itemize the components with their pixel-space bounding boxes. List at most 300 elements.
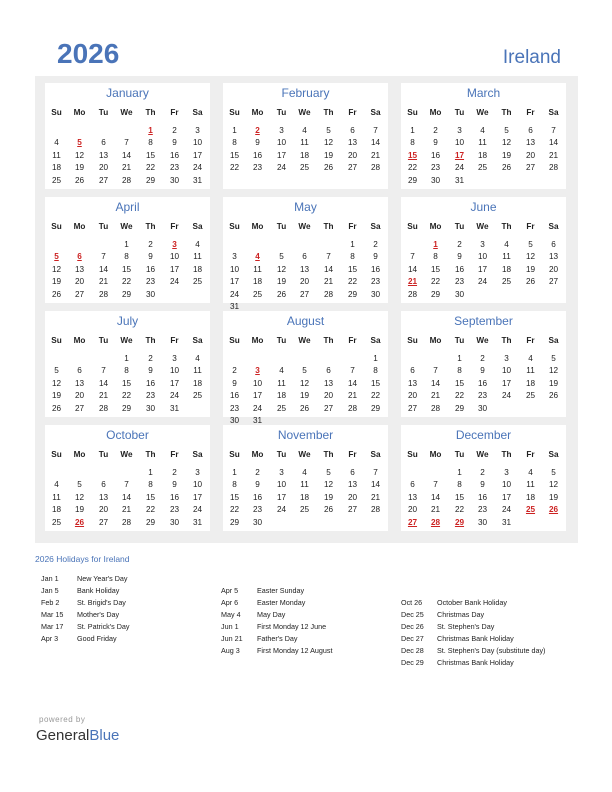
day-cell: 29 (347, 289, 358, 299)
day-cell: 19 (276, 277, 287, 287)
day-cell: 7 (373, 126, 378, 135)
day-cell: 4 (480, 126, 485, 135)
day-cell: 19 (299, 391, 310, 401)
day-cell: 13 (407, 492, 418, 502)
day-cell: 21 (370, 150, 381, 160)
day-cell: 24 (501, 505, 512, 515)
day-cell: 6 (101, 138, 106, 148)
holiday-name: Father's Day (257, 634, 298, 643)
holiday-date: May 4 (221, 610, 241, 619)
day-cell: 23 (145, 277, 156, 287)
day-cell: 5 (551, 354, 556, 363)
weekday-header: Sa (548, 222, 559, 231)
holiday-date: Apr 3 (41, 634, 59, 643)
day-cell: 20 (98, 505, 109, 515)
day-cell: 14 (121, 150, 132, 160)
weekday-header: Sa (192, 450, 203, 459)
day-cell: 30 (252, 517, 263, 527)
day-cell: 30 (145, 403, 156, 413)
day-cell: 13 (98, 150, 109, 160)
day-cell: 13 (323, 378, 334, 388)
day-cell: 4 (54, 138, 59, 148)
day-cell: 17 (252, 391, 263, 401)
day-cell: 14 (370, 480, 381, 490)
month-name: July (116, 314, 139, 328)
holiday-row (401, 610, 581, 620)
day-cell: 4 (279, 366, 284, 376)
weekday-header: Mo (251, 222, 264, 231)
day-cell: 25 (477, 163, 488, 173)
holiday-date: Mar 15 (41, 610, 64, 619)
day-cell: 27 (548, 277, 559, 287)
weekday-header: Su (229, 336, 240, 345)
day-cell: 19 (51, 277, 62, 287)
day-cell: 15 (229, 492, 240, 502)
day-cell: 15 (229, 150, 240, 160)
day-cell: 10 (169, 366, 180, 376)
day-cell: 22 (145, 163, 156, 173)
day-cell: 14 (347, 378, 358, 388)
day-cell: 4 (54, 480, 59, 490)
day-cell: 20 (347, 492, 358, 502)
day-cell: 22 (454, 505, 465, 515)
holiday-name: Bank Holiday (77, 586, 120, 595)
day-cell: 20 (407, 391, 418, 401)
day-cell: 18 (276, 391, 287, 401)
day-cell: 17 (276, 150, 287, 160)
day-cell: 25 (299, 505, 310, 515)
day-cell: 21 (98, 277, 109, 287)
weekday-header: Th (323, 108, 334, 117)
day-cell: 24 (252, 403, 263, 413)
day-cell: 12 (51, 378, 62, 388)
day-cell: 23 (477, 505, 488, 515)
day-cell: 7 (101, 366, 106, 376)
day-cell: 8 (373, 366, 378, 376)
day-cell: 18 (501, 264, 512, 274)
day-cell: 26 (323, 163, 334, 173)
weekday-header: Mo (251, 336, 264, 345)
day-cell: 16 (145, 378, 156, 388)
day-cell: 3 (504, 468, 509, 477)
day-cell: 29 (145, 517, 156, 527)
day-cell: 13 (74, 264, 85, 274)
holidays-title: 2026 Holidays for Ireland (35, 554, 130, 564)
day-cell: 5 (326, 468, 331, 477)
day-cell: 21 (323, 277, 334, 287)
day-cell: 28 (98, 289, 109, 299)
day-cell: 14 (121, 492, 132, 502)
day-cell: 15 (454, 492, 465, 502)
weekday-header: Tu (98, 336, 109, 345)
day-cell: 28 (323, 289, 334, 299)
holiday-row (41, 586, 221, 596)
day-cell: 7 (433, 366, 438, 376)
day-cell: 21 (548, 150, 559, 160)
holiday-day-cell: 21 (407, 277, 418, 287)
month-name: January (106, 86, 149, 100)
day-cell: 17 (169, 264, 180, 274)
weekday-header: Fr (526, 222, 535, 231)
weekday-header: Fr (526, 450, 535, 459)
day-cell: 10 (454, 138, 465, 148)
weekday-header: Sa (192, 336, 203, 345)
holiday-day-cell: 26 (548, 505, 559, 515)
day-cell: 26 (501, 163, 512, 173)
day-cell: 9 (480, 366, 485, 376)
month-name: September (454, 314, 513, 328)
day-cell: 2 (148, 354, 153, 363)
day-cell: 12 (548, 480, 559, 490)
month-january (45, 83, 210, 189)
weekday-header: We (120, 336, 133, 345)
day-cell: 16 (229, 391, 240, 401)
year-title: 2026 (57, 38, 120, 69)
weekday-header: Mo (251, 108, 264, 117)
day-cell: 24 (192, 163, 203, 173)
day-cell: 19 (548, 378, 559, 388)
day-cell: 1 (232, 126, 237, 135)
day-cell: 18 (51, 505, 62, 515)
holiday-row (41, 598, 221, 608)
holiday-day-cell: 3 (172, 240, 177, 249)
day-cell: 29 (430, 289, 441, 299)
weekday-header: Sa (192, 222, 203, 231)
holiday-day-cell: 2 (255, 126, 260, 135)
day-cell: 1 (148, 468, 153, 477)
day-cell: 6 (77, 366, 82, 376)
day-cell: 12 (525, 252, 536, 262)
day-cell: 24 (192, 505, 203, 515)
day-cell: 24 (229, 289, 240, 299)
day-cell: 2 (255, 468, 260, 477)
holiday-name: St. Stephen's Day (437, 622, 495, 631)
weekday-header: Su (229, 108, 240, 117)
day-cell: 10 (501, 480, 512, 490)
day-cell: 7 (373, 468, 378, 477)
day-cell: 8 (457, 480, 462, 490)
powered-by-label: powered by (39, 715, 86, 724)
holiday-name: Mother's Day (77, 610, 120, 619)
day-cell: 27 (525, 163, 536, 173)
holiday-day-cell: 26 (74, 517, 85, 527)
day-cell: 24 (169, 277, 180, 287)
weekday-header: We (120, 108, 133, 117)
day-cell: 22 (347, 277, 358, 287)
day-cell: 18 (525, 378, 536, 388)
day-cell: 22 (229, 163, 240, 173)
weekday-header: Su (407, 336, 418, 345)
weekday-header: Tu (454, 450, 465, 459)
day-cell: 14 (98, 264, 109, 274)
month-october (45, 425, 210, 531)
day-cell: 15 (145, 150, 156, 160)
weekday-header: Su (407, 222, 418, 231)
weekday-header: Th (323, 222, 334, 231)
weekday-header: We (476, 108, 489, 117)
weekday-header: Th (501, 108, 512, 117)
day-cell: 24 (501, 391, 512, 401)
day-cell: 6 (302, 252, 307, 262)
holiday-date: Apr 6 (221, 598, 239, 607)
day-cell: 13 (548, 252, 559, 262)
day-cell: 25 (501, 277, 512, 287)
weekday-header: Tu (276, 222, 287, 231)
holiday-date: Dec 27 (401, 634, 424, 643)
weekday-header: Fr (170, 108, 179, 117)
day-cell: 3 (480, 240, 485, 249)
day-cell: 18 (51, 163, 62, 173)
holiday-row (41, 634, 221, 644)
weekday-header: We (120, 450, 133, 459)
day-cell: 28 (370, 163, 381, 173)
day-cell: 17 (276, 492, 287, 502)
day-cell: 2 (232, 366, 237, 376)
month-may (223, 197, 388, 311)
day-cell: 22 (121, 391, 132, 401)
day-cell: 26 (299, 403, 310, 413)
day-cell: 12 (74, 150, 85, 160)
day-cell: 27 (74, 403, 85, 413)
day-cell: 6 (101, 480, 106, 490)
day-cell: 3 (279, 126, 284, 135)
month-name: December (455, 428, 512, 442)
day-cell: 20 (74, 391, 85, 401)
day-cell: 11 (193, 366, 202, 376)
day-cell: 15 (347, 264, 358, 274)
day-cell: 4 (195, 240, 200, 249)
month-march (401, 83, 566, 189)
weekday-header: Mo (251, 450, 264, 459)
weekday-header: Sa (370, 450, 381, 459)
weekday-header: We (298, 450, 311, 459)
brand-part-2: Blue (89, 727, 120, 744)
day-cell: 9 (172, 138, 177, 148)
day-cell: 12 (323, 138, 334, 148)
day-cell: 8 (148, 480, 153, 490)
day-cell: 12 (74, 492, 85, 502)
day-cell: 31 (192, 517, 203, 527)
day-cell: 11 (502, 252, 511, 262)
day-cell: 24 (454, 163, 465, 173)
weekday-header: We (298, 336, 311, 345)
day-cell: 8 (350, 252, 355, 262)
holiday-date: Aug 3 (221, 646, 240, 655)
day-cell: 21 (430, 505, 441, 515)
day-cell: 5 (279, 252, 284, 262)
day-cell: 23 (430, 163, 441, 173)
day-cell: 27 (98, 517, 109, 527)
day-cell: 28 (407, 289, 418, 299)
day-cell: 20 (407, 505, 418, 515)
holiday-day-cell: 1 (433, 240, 438, 249)
day-cell: 17 (169, 378, 180, 388)
day-cell: 3 (172, 354, 177, 363)
day-cell: 11 (277, 378, 286, 388)
day-cell: 23 (370, 277, 381, 287)
day-cell: 28 (370, 505, 381, 515)
day-cell: 7 (101, 252, 106, 262)
day-cell: 4 (528, 354, 533, 363)
holiday-day-cell: 6 (77, 252, 82, 262)
day-cell: 10 (276, 138, 287, 148)
weekday-header: Th (145, 108, 156, 117)
day-cell: 25 (525, 391, 536, 401)
holiday-name: Easter Sunday (257, 586, 305, 595)
day-cell: 8 (232, 480, 237, 490)
day-cell: 21 (121, 505, 132, 515)
weekday-header: We (476, 336, 489, 345)
holiday-name: New Year's Day (77, 574, 128, 583)
day-cell: 29 (121, 403, 132, 413)
day-cell: 2 (148, 240, 153, 249)
holiday-name: Christmas Bank Holiday (437, 658, 514, 667)
month-name: February (281, 86, 330, 100)
brand-logo (36, 727, 119, 744)
day-cell: 16 (145, 264, 156, 274)
holiday-day-cell: 5 (54, 252, 59, 262)
day-cell: 11 (526, 480, 535, 490)
day-cell: 19 (501, 150, 512, 160)
day-cell: 27 (323, 403, 334, 413)
holiday-row (401, 646, 581, 656)
holiday-row (401, 634, 581, 644)
day-cell: 19 (323, 150, 334, 160)
day-cell: 27 (347, 505, 358, 515)
day-cell: 9 (457, 252, 462, 262)
day-cell: 9 (373, 252, 378, 262)
day-cell: 1 (410, 126, 415, 135)
day-cell: 25 (192, 391, 203, 401)
holiday-row (41, 574, 221, 584)
day-cell: 13 (299, 264, 310, 274)
holiday-day-cell: 15 (407, 150, 418, 160)
month-name: May (294, 200, 317, 214)
month-august (223, 311, 388, 425)
holiday-day-cell: 28 (430, 517, 441, 527)
day-cell: 24 (276, 163, 287, 173)
weekday-header: Tu (98, 222, 109, 231)
day-cell: 26 (74, 175, 85, 185)
day-cell: 15 (121, 264, 132, 274)
day-cell: 12 (501, 138, 512, 148)
holiday-day-cell: 25 (525, 505, 536, 515)
day-cell: 23 (477, 391, 488, 401)
day-cell: 25 (299, 163, 310, 173)
day-cell: 13 (347, 138, 358, 148)
holiday-day-cell: 5 (77, 138, 82, 148)
day-cell: 6 (326, 366, 331, 376)
day-cell: 28 (121, 175, 132, 185)
day-cell: 12 (548, 366, 559, 376)
day-cell: 22 (454, 391, 465, 401)
day-cell: 6 (350, 468, 355, 477)
day-cell: 16 (477, 378, 488, 388)
day-cell: 25 (51, 517, 62, 527)
day-cell: 9 (255, 138, 260, 148)
holiday-date: Apr 5 (221, 586, 239, 595)
weekday-header: Tu (276, 108, 287, 117)
day-cell: 19 (51, 391, 62, 401)
day-cell: 30 (145, 289, 156, 299)
day-cell: 12 (51, 264, 62, 274)
day-cell: 23 (454, 277, 465, 287)
month-name: June (470, 200, 497, 214)
month-april (45, 197, 210, 303)
weekday-header: Tu (454, 336, 465, 345)
day-cell: 30 (370, 289, 381, 299)
day-cell: 15 (430, 264, 441, 274)
day-cell: 30 (169, 517, 180, 527)
weekday-header: Tu (454, 108, 465, 117)
day-cell: 18 (477, 150, 488, 160)
holiday-row (401, 622, 581, 632)
holiday-day-cell: 3 (255, 366, 260, 376)
day-cell: 16 (477, 492, 488, 502)
day-cell: 17 (477, 264, 488, 274)
day-cell: 23 (169, 163, 180, 173)
day-cell: 21 (430, 391, 441, 401)
holiday-row (41, 622, 221, 632)
weekday-header: Sa (192, 108, 203, 117)
weekday-header: Th (501, 336, 512, 345)
weekday-header: Su (51, 450, 62, 459)
day-cell: 5 (77, 480, 82, 490)
month-name: October (106, 428, 149, 442)
holiday-date: Jun 21 (221, 634, 243, 643)
day-cell: 30 (454, 289, 465, 299)
day-cell: 24 (276, 505, 287, 515)
day-cell: 22 (145, 505, 156, 515)
day-cell: 26 (51, 289, 62, 299)
day-cell: 29 (407, 175, 418, 185)
weekday-header: We (476, 222, 489, 231)
day-cell: 7 (350, 366, 355, 376)
day-cell: 16 (454, 264, 465, 274)
day-cell: 6 (410, 366, 415, 376)
day-cell: 3 (195, 126, 200, 135)
day-cell: 18 (525, 492, 536, 502)
day-cell: 31 (169, 403, 180, 413)
day-cell: 27 (407, 403, 418, 413)
day-cell: 24 (169, 391, 180, 401)
day-cell: 5 (302, 366, 307, 376)
holiday-name: Easter Monday (257, 598, 306, 607)
holiday-name: Christmas Bank Holiday (437, 634, 514, 643)
day-cell: 6 (350, 126, 355, 135)
day-cell: 26 (276, 289, 287, 299)
day-cell: 8 (410, 138, 415, 148)
holiday-name: Good Friday (77, 634, 117, 643)
day-cell: 7 (124, 480, 129, 490)
day-cell: 9 (255, 480, 260, 490)
weekday-header: Fr (348, 222, 357, 231)
day-cell: 30 (229, 416, 240, 425)
day-cell: 6 (528, 126, 533, 135)
day-cell: 28 (98, 403, 109, 413)
day-cell: 22 (229, 505, 240, 515)
holiday-date: Jan 5 (41, 586, 59, 595)
day-cell: 3 (232, 252, 237, 262)
day-cell: 16 (169, 492, 180, 502)
day-cell: 4 (195, 354, 200, 363)
weekday-header: Fr (526, 336, 535, 345)
day-cell: 6 (551, 240, 556, 249)
day-cell: 11 (52, 150, 61, 160)
day-cell: 22 (430, 277, 441, 287)
day-cell: 28 (121, 517, 132, 527)
day-cell: 15 (370, 378, 381, 388)
